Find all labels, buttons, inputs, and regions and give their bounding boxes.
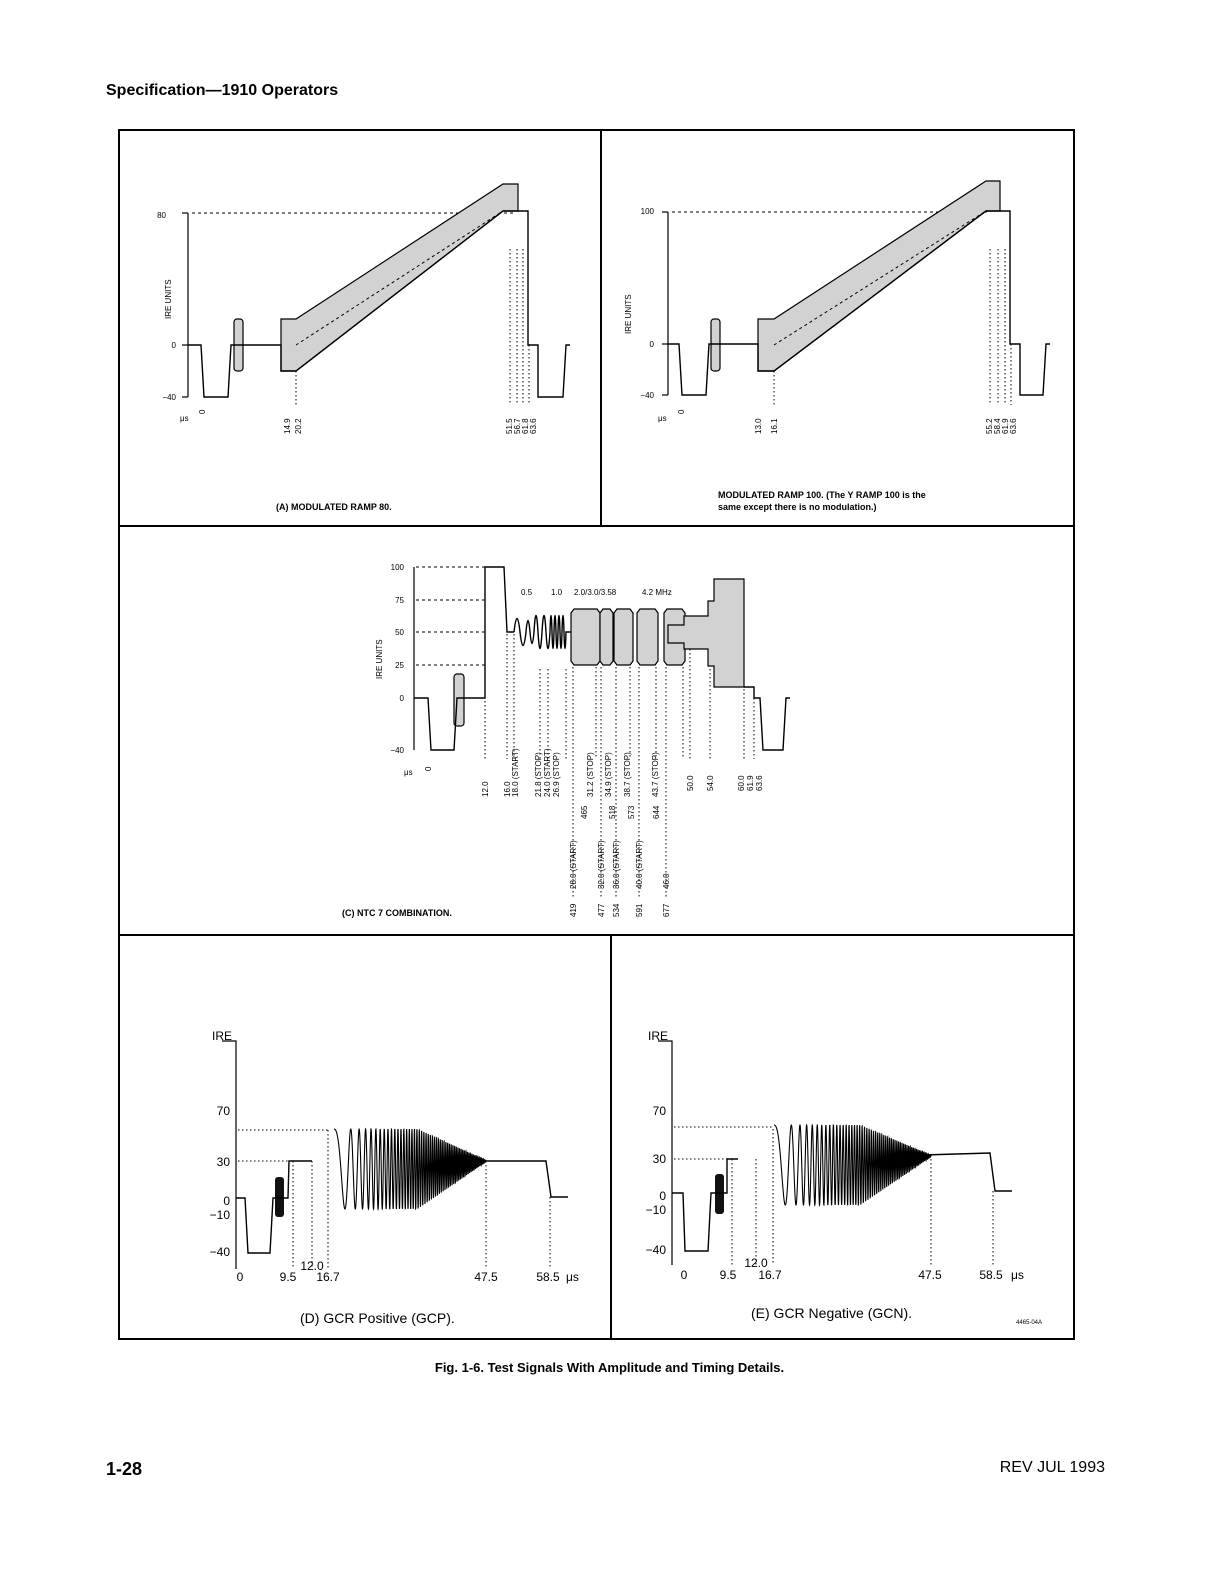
- c-ytick-25: 25: [395, 661, 404, 670]
- b-xtick-13.0: 13.0: [754, 418, 763, 434]
- c-ytick-100: 100: [390, 563, 404, 572]
- a-unit: μs: [180, 414, 189, 423]
- e-waveform-left: [672, 1159, 738, 1251]
- b-xtick-0: 0: [677, 409, 686, 414]
- d-xtick-0: 0: [236, 1270, 244, 1284]
- c-multiburst: [514, 616, 571, 649]
- c-modulated-pedestal: [668, 579, 744, 687]
- d-unit: μs: [566, 1270, 579, 1284]
- a-xtick-14.9: 14.9: [283, 418, 292, 434]
- d-ytick-70: 70: [216, 1104, 230, 1118]
- c-xtick-24.0: 24.0 (START): [543, 748, 552, 797]
- c-xtick-40.0: 40.0 (START): [635, 840, 644, 889]
- a-xtick-51.5: 51.5: [505, 418, 514, 434]
- figure-caption: Fig. 1-6. Test Signals With Amplitude and Timing Details.: [434, 1360, 785, 1375]
- e-caption: (E) GCR Negative (GCN).: [751, 1305, 913, 1321]
- c-xtick-518: 518: [608, 805, 617, 819]
- c-packet-3.0: [614, 609, 633, 665]
- c-xtick-38.7: 38.7 (STOP): [623, 752, 632, 797]
- e-chirp-sweep: [774, 1125, 931, 1205]
- a-ytick-0: 0: [171, 341, 176, 350]
- c-xtick-677: 677: [662, 903, 671, 917]
- a-xtick-0: 0: [198, 409, 207, 414]
- revision-date: REV JUL 1993: [999, 1459, 1105, 1476]
- c-xtick-477: 477: [597, 903, 606, 917]
- b-xtick-16.1: 16.1: [770, 418, 779, 434]
- panel-d-gcr-positive: [210, 1029, 579, 1326]
- c-xtick-32.0: 32.0 (START): [597, 840, 606, 889]
- c-xtick-419: 419: [569, 903, 578, 917]
- c-xtick-43.7: 43.7 (STOP): [651, 752, 660, 797]
- d-waveform-right: [480, 1161, 568, 1197]
- b-unit: μs: [658, 414, 667, 423]
- c-xtick-644: 644: [652, 805, 661, 819]
- e-xtick-0: 0: [680, 1268, 688, 1282]
- b-xtick-63.6: 63.6: [1009, 418, 1018, 434]
- c-xtick-591: 591: [635, 903, 644, 917]
- a-caption: (A) MODULATED RAMP 80.: [276, 502, 392, 512]
- c-ytick-75: 75: [395, 596, 404, 605]
- panel-c-ntc7-combination: [342, 563, 790, 918]
- c-freq-1.0: 1.0: [551, 588, 563, 597]
- a-xtick-20.2: 20.2: [294, 418, 303, 434]
- e-xtick-12.0: 12.0: [744, 1256, 768, 1270]
- b-ramp-band: [758, 181, 1000, 371]
- d-xtick-9.5: 9.5: [279, 1270, 297, 1284]
- c-xtick-16.0: 16.0: [503, 781, 512, 797]
- b-ytick-100: 100: [640, 207, 654, 216]
- b-caption-line1: MODULATED RAMP 100. (The Y RAMP 100 is the: [718, 490, 926, 500]
- e-xtick-47.5: 47.5: [918, 1268, 942, 1282]
- c-xtick-61.9: 61.9: [746, 775, 755, 791]
- c-xtick-26.9: 26.9 (STOP): [552, 752, 561, 797]
- b-ytick-0: 0: [649, 340, 654, 349]
- c-unit: μs: [404, 768, 413, 777]
- panel-e-gcr-negative: [646, 1029, 1042, 1326]
- c-ylabel: IRE UNITS: [375, 639, 384, 679]
- c-xtick-63.6: 63.6: [755, 775, 764, 791]
- c-ytick-minus40: −40: [390, 746, 404, 755]
- c-xtick-60.0: 60.0: [737, 775, 746, 791]
- c-packet-2.0: [571, 609, 600, 665]
- c-xtick-50.0: 50.0: [686, 775, 695, 791]
- d-ytick-minus40: −40: [209, 1245, 230, 1259]
- c-ytick-0: 0: [399, 694, 404, 703]
- c-xtick-12.0: 12.0: [481, 781, 490, 797]
- e-ytick-0: 0: [659, 1189, 666, 1203]
- a-xtick-61.8: 61.8: [521, 418, 530, 434]
- e-waveform-right: [923, 1153, 1012, 1191]
- b-burst: [711, 319, 720, 371]
- panel-b-modulated-ramp-100: [624, 181, 1050, 512]
- d-xtick-12.0: 12.0: [300, 1259, 324, 1273]
- d-ylabel: IRE: [212, 1029, 233, 1043]
- c-freq-2-3-358: 2.0/3.0/3.58: [574, 588, 617, 597]
- c-xtick-34.9: 34.9 (STOP): [604, 752, 613, 797]
- b-ytick-minus40: −40: [640, 391, 654, 400]
- e-xtick-16.7: 16.7: [758, 1268, 782, 1282]
- e-ytick-30: 30: [652, 1152, 666, 1166]
- d-xtick-16.7: 16.7: [316, 1270, 340, 1284]
- e-ref-number: 4465-04A: [1016, 1320, 1043, 1326]
- a-ytick-minus40: −40: [162, 393, 176, 402]
- b-xtick-55.2: 55.2: [985, 418, 994, 434]
- d-ytick-0: 0: [223, 1194, 230, 1208]
- e-color-burst: [715, 1174, 724, 1214]
- a-xtick-63.6: 63.6: [529, 418, 538, 434]
- d-xtick-58.5: 58.5: [536, 1270, 560, 1284]
- e-chirp-path: [774, 1125, 931, 1205]
- c-xtick-573: 573: [627, 805, 636, 819]
- c-packet-gap: [600, 609, 613, 665]
- c-xtick-465: 465: [580, 805, 589, 819]
- c-xtick-46.0: 46.0: [662, 873, 671, 889]
- a-xtick-56.7: 56.7: [513, 418, 522, 434]
- c-packet-3.58: [637, 609, 658, 665]
- c-xtick-0: 0: [424, 766, 433, 771]
- a-ylabel: IRE UNITS: [164, 279, 173, 319]
- d-waveform-left: [236, 1161, 312, 1253]
- e-ylabel: IRE: [648, 1029, 669, 1043]
- e-ytick-minus10: −10: [645, 1203, 666, 1217]
- d-xtick-47.5: 47.5: [474, 1270, 498, 1284]
- e-xtick-9.5: 9.5: [719, 1268, 737, 1282]
- b-xtick-61.9: 61.9: [1001, 418, 1010, 434]
- d-color-burst: [275, 1177, 284, 1217]
- b-ylabel: IRE UNITS: [624, 294, 633, 334]
- d-caption: (D) GCR Positive (GCP).: [300, 1310, 455, 1326]
- figure-svg: [118, 129, 1076, 1341]
- e-unit: μs: [1011, 1268, 1024, 1282]
- e-ytick-70: 70: [652, 1104, 666, 1118]
- test-signals-figure: [118, 129, 1076, 1341]
- c-xtick-18.0: 18.0 (START): [511, 748, 520, 797]
- a-ytick-80: 80: [157, 211, 166, 220]
- c-waveform-right: [744, 687, 790, 750]
- panel-a-modulated-ramp-80: [157, 184, 570, 512]
- c-freq-0.5: 0.5: [521, 588, 533, 597]
- b-xtick-58.4: 58.4: [993, 418, 1002, 434]
- d-chirp-sweep: [334, 1129, 486, 1209]
- c-ytick-50: 50: [395, 628, 404, 637]
- c-freq-4.2: 4.2 MHz: [642, 588, 672, 597]
- page-number: 1-28: [106, 1459, 143, 1479]
- e-xtick-58.5: 58.5: [979, 1268, 1003, 1282]
- e-ytick-minus40: −40: [645, 1243, 666, 1257]
- a-ramp-band: [281, 184, 518, 371]
- page-header: Specification—1910 Operators: [106, 82, 339, 99]
- b-caption-line2: same except there is no modulation.): [718, 502, 877, 512]
- c-caption: (C) NTC 7 COMBINATION.: [342, 908, 452, 918]
- c-xtick-28.0: 28.0 (START): [569, 840, 578, 889]
- c-xtick-21.8: 21.8 (STOP): [534, 752, 543, 797]
- c-xtick-36.0: 36.0 (START): [612, 840, 621, 889]
- c-xtick-31.2: 31.2 (STOP): [586, 752, 595, 797]
- d-ytick-minus10: −10: [209, 1208, 230, 1222]
- c-xtick-534: 534: [612, 903, 621, 917]
- d-ytick-30: 30: [216, 1155, 230, 1169]
- d-chirp-path: [334, 1129, 486, 1209]
- c-xtick-54.0: 54.0: [706, 775, 715, 791]
